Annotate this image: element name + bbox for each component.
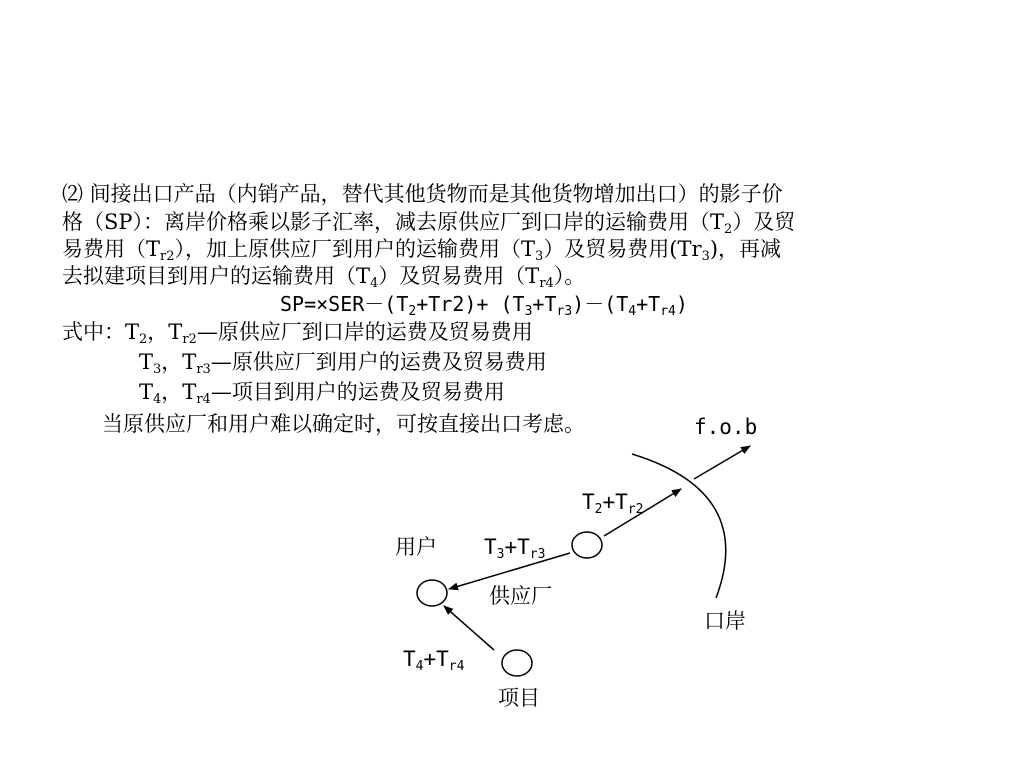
paragraph-text: ）及贸易费用（T: [378, 264, 540, 288]
label-text: +T: [504, 535, 530, 559]
subscript: 4: [153, 391, 162, 407]
t3-tr3-label: [484, 535, 546, 562]
subscript: 4: [370, 275, 379, 291]
port-boundary-arc: [632, 454, 726, 598]
subscript: 3: [701, 248, 710, 264]
formula-text: +T: [636, 292, 661, 316]
subscript: 3: [496, 546, 505, 562]
paragraph-text: 去拟建项目到用户的运输费用（T: [62, 264, 371, 288]
paragraph-text: ）。: [553, 264, 586, 288]
paragraph-text: )，再减: [709, 237, 782, 261]
definition-text: —项目到用户的运费及贸易费用: [210, 380, 505, 404]
subscript: 3: [535, 248, 544, 264]
subscript: r2: [627, 501, 644, 517]
label-text: T: [403, 647, 416, 671]
subscript: 2: [408, 303, 417, 319]
paragraph-text: 格（SP）：离岸价格乘以影子汇率，减去原供应厂到口岸的运输费用（T: [62, 210, 725, 234]
definition-text: ，T: [161, 380, 197, 404]
formula-text: ): [675, 292, 688, 316]
subscript: r4: [660, 303, 676, 319]
subscript: r2: [160, 248, 175, 264]
project-node: [502, 650, 532, 676]
fob-label: [694, 415, 757, 439]
subscript: r4: [448, 658, 465, 674]
subscript: 2: [139, 331, 148, 347]
supplier-label: [489, 584, 552, 608]
subscript: r2: [182, 331, 197, 347]
subscript: 2: [724, 221, 733, 237]
definition-text: ，T: [161, 350, 197, 374]
definition-text: ，T: [147, 320, 183, 344]
label-text: +T: [423, 647, 449, 671]
subscript: r3: [196, 361, 211, 377]
definition-text: —原供应厂到用户的运费及贸易费用: [210, 350, 547, 374]
definition-text: T: [139, 350, 154, 374]
subscript: r3: [556, 303, 573, 319]
port-to-fob-arrow: [694, 446, 750, 479]
definition-prefix: 式中：: [62, 320, 125, 344]
project-label: [498, 686, 540, 710]
formula-text: +T: [532, 292, 557, 316]
t2-tr2-label: [582, 490, 644, 517]
subscript: 4: [415, 658, 424, 674]
subscript: 3: [153, 361, 162, 377]
subscript: r4: [539, 275, 554, 291]
definition-text: T: [139, 380, 154, 404]
user-node: [417, 580, 447, 606]
subscript: 4: [628, 303, 637, 319]
subscript: r3: [529, 546, 546, 562]
subscript: 2: [594, 501, 603, 517]
subscript: 3: [524, 303, 533, 319]
paragraph-text: 易费用（T: [62, 237, 161, 261]
label-text: +T: [602, 490, 628, 514]
paragraph-text: ），加上原供应厂到用户的运输费用（T: [174, 237, 536, 261]
project-to-user-arrow: [444, 606, 494, 650]
port-label: [704, 609, 746, 633]
paragraph-text: ）及贸: [732, 210, 796, 234]
project-text: 项目: [498, 686, 540, 710]
subscript: r4: [196, 391, 211, 407]
t4-tr4-label: [403, 647, 465, 674]
definition-text: —原供应厂到口岸的运费及贸易费用: [196, 320, 533, 344]
label-text: T: [582, 490, 595, 514]
formula-text: +Tr2)+ (T: [416, 292, 525, 316]
supplier-text: 供应厂: [489, 584, 552, 608]
user-text: 用户: [395, 535, 437, 559]
formula-text: SP=×SER－(T: [280, 292, 409, 316]
paragraph-text: ⑵ 间接出口产品（内销产品，替代其他货物而是其他货物增加出口）的影子价: [62, 182, 783, 206]
note-text: 当原供应厂和用户难以确定时，可按直接出口考虑。: [102, 412, 585, 436]
fob-text: f.o.b: [694, 415, 758, 439]
formula-text: )－(T: [572, 292, 629, 316]
paragraph-text: ）及贸易费用(Tr: [543, 237, 702, 261]
user-label: [395, 535, 437, 559]
definition-text: T: [125, 320, 140, 344]
port-text: 口岸: [704, 609, 746, 633]
label-text: T: [484, 535, 497, 559]
supplier-node: [572, 532, 602, 558]
